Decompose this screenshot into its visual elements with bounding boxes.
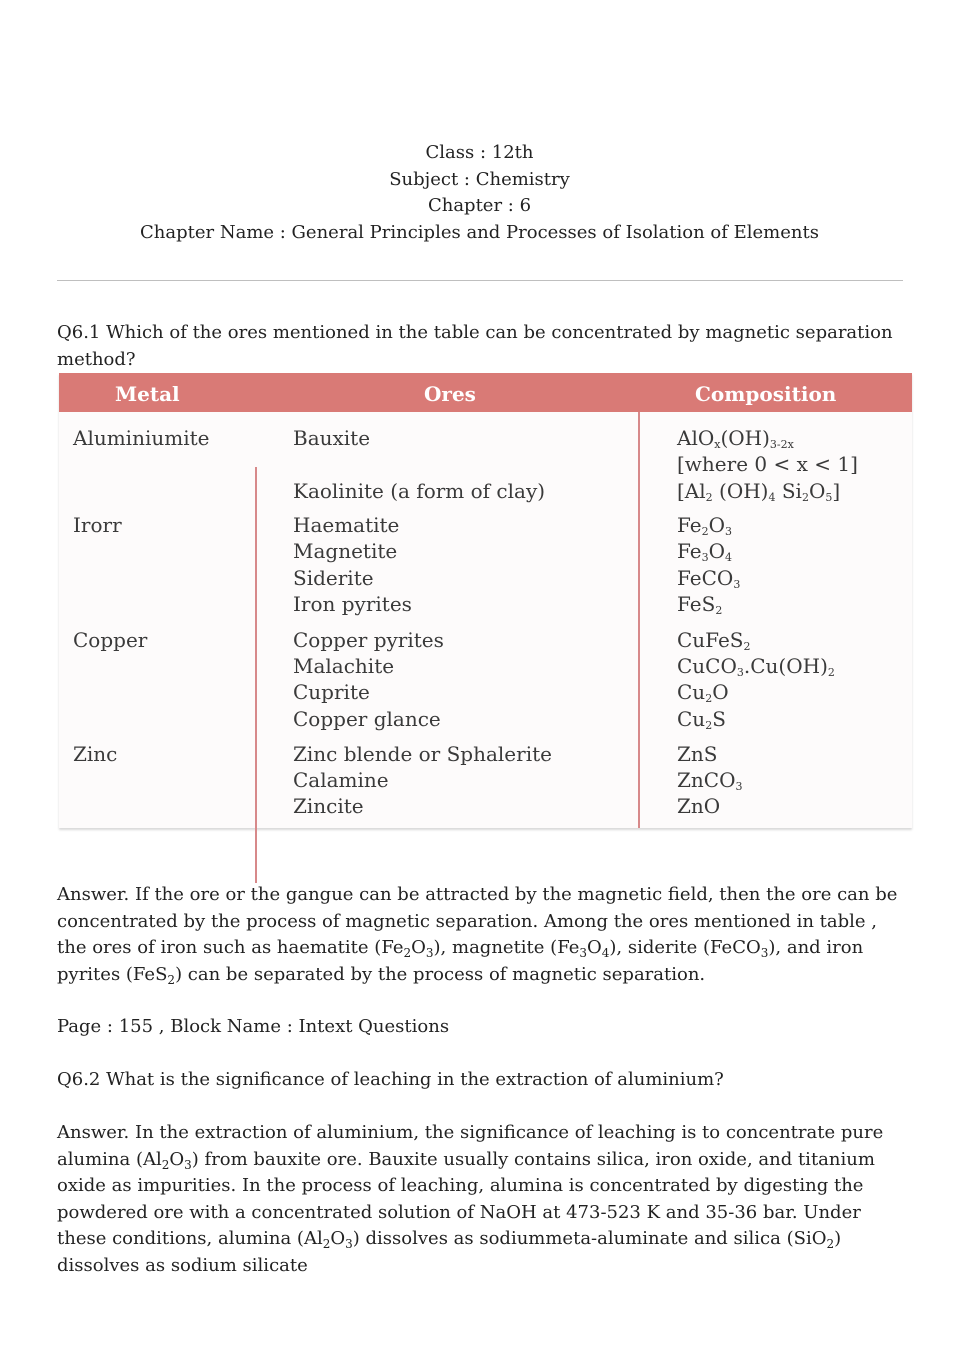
ore-table-image [59, 373, 912, 828]
formula-sio2: SiO$_2$ [793, 1228, 835, 1251]
comp-kaolinite: [$Al_2$ $(OH)_4$ $Si_2O_5$] [677, 479, 841, 504]
ore-kaolinite: Kaolinite (a form of clay) [293, 479, 546, 503]
comp-copper-pyrites: CuFeS$_2$ [677, 628, 751, 653]
header-divider [57, 280, 903, 281]
comp-iron-pyrites: FeS$_2$ [677, 592, 723, 617]
comp-bauxite: $AlO_x(OH)_{3-2x}$ [677, 426, 794, 451]
ore-haematite: Haematite [293, 513, 400, 537]
formula-al2o3-second: $Al_2O_3$ [303, 1228, 353, 1251]
subject-line: Subject : Chemistry [389, 168, 570, 190]
metal-header: Metal [115, 382, 180, 406]
formula-fes2: FeS$_2$ [132, 963, 176, 987]
ore-iron-pyrites: Iron pyrites [293, 592, 412, 616]
formula-fe2o3: $Fe_2O_3$ [381, 937, 434, 960]
question-6-2: Q6.2 What is the significance of leaching in the extraction of aluminium? [57, 1069, 724, 1090]
comp-haematite: $Fe_2O_3$ [677, 513, 733, 538]
chapter-name-line: Chapter Name : General Principles and Processes of Isolation of Elements [140, 221, 819, 243]
metal-iron: Irorr [73, 513, 122, 537]
comp-zinc-blende: ZnS [677, 742, 718, 766]
ore-zinc-blende: Zinc blende or Sphalerite [293, 742, 552, 766]
comp-cuprite: $Cu_2O$ [677, 680, 729, 705]
formula-fe3o4: $Fe_3O_4$ [557, 937, 610, 960]
comp-zincite: ZnO [677, 794, 721, 818]
metal-zinc: Zinc [73, 742, 118, 766]
comp-copper-glance: $Cu_2S$ [677, 707, 726, 732]
chapter-line: Chapter : 6 [427, 195, 532, 216]
comp-calamine: ZnCO$_3$ [677, 768, 743, 793]
ore-cuprite: Cuprite [293, 680, 370, 704]
ore-zincite: Zincite [293, 794, 364, 818]
ore-calamine: Calamine [293, 768, 389, 792]
formula-al2o3: $Al_2O_3$ [142, 1148, 192, 1172]
document-header [0, 140, 959, 246]
ore-copper-pyrites: Copper pyrites [293, 628, 444, 652]
class-line: Class : 12th [425, 142, 534, 163]
comp-malachite: $CuCO_3.Cu(OH)_2$ [677, 654, 835, 679]
column-divider-1 [255, 467, 257, 883]
ore-table-header [59, 373, 912, 412]
metal-aluminium: Aluminiumite [73, 426, 210, 450]
answer-6-1: Answer. If the ore or the gangue can be attracted by the magnetic field, then the ore can be concentrated by the process of magnetic separation. Among the ores mentioned in table , the ores of iron such as haematite $(Fe_2O_3)$, magnetite $(Fe_3O_4)$, siderite (FeCO$_3$), and iron pyrites (FeS$_2$) can be separated by the process of magnetic separation. [57, 884, 898, 987]
ore-malachite: Malachite [293, 654, 395, 678]
formula-feco3: FeCO$_3$ [710, 937, 769, 960]
answer-6-2: Answer. In the extraction of aluminium, the significance of leaching is to concentrate pure alumina $(Al_2O_3)$ from bauxite ore. Bauxite usually contains silica, iron oxide, and titanium oxide as impurities. In the process of leaching, alumina is concentrated by digesting the powdered ore with a concentrated solution of NaOH at 473-523 K and 35-36 bar. Under these conditions, alumina $(Al_2O_3)$ dissolves as sodiummeta-aluminate and silica (SiO$_2$) dissolves as sodium silicate [57, 1122, 884, 1276]
composition-header: Composition [695, 382, 837, 406]
ore-bauxite: Bauxite [293, 426, 371, 450]
ore-magnetite: Magnetite [293, 539, 398, 563]
comp-bauxite-where: [where 0 < x < 1] [677, 452, 858, 476]
ore-siderite: Siderite [293, 566, 374, 590]
column-divider-2 [638, 412, 640, 828]
question-6-1: Q6.1 Which of the ores mentioned in the table can be concentrated by magnetic separation method? [57, 322, 893, 370]
ores-header: Ores [424, 382, 476, 406]
metal-copper: Copper [73, 628, 148, 652]
ore-copper-glance: Copper glance [293, 707, 441, 731]
comp-magnetite: $Fe_3O_4$ [677, 539, 733, 564]
page-info: Page : 155 , Block Name : Intext Questions [57, 1016, 450, 1037]
comp-siderite: FeCO$_3$ [677, 566, 741, 591]
